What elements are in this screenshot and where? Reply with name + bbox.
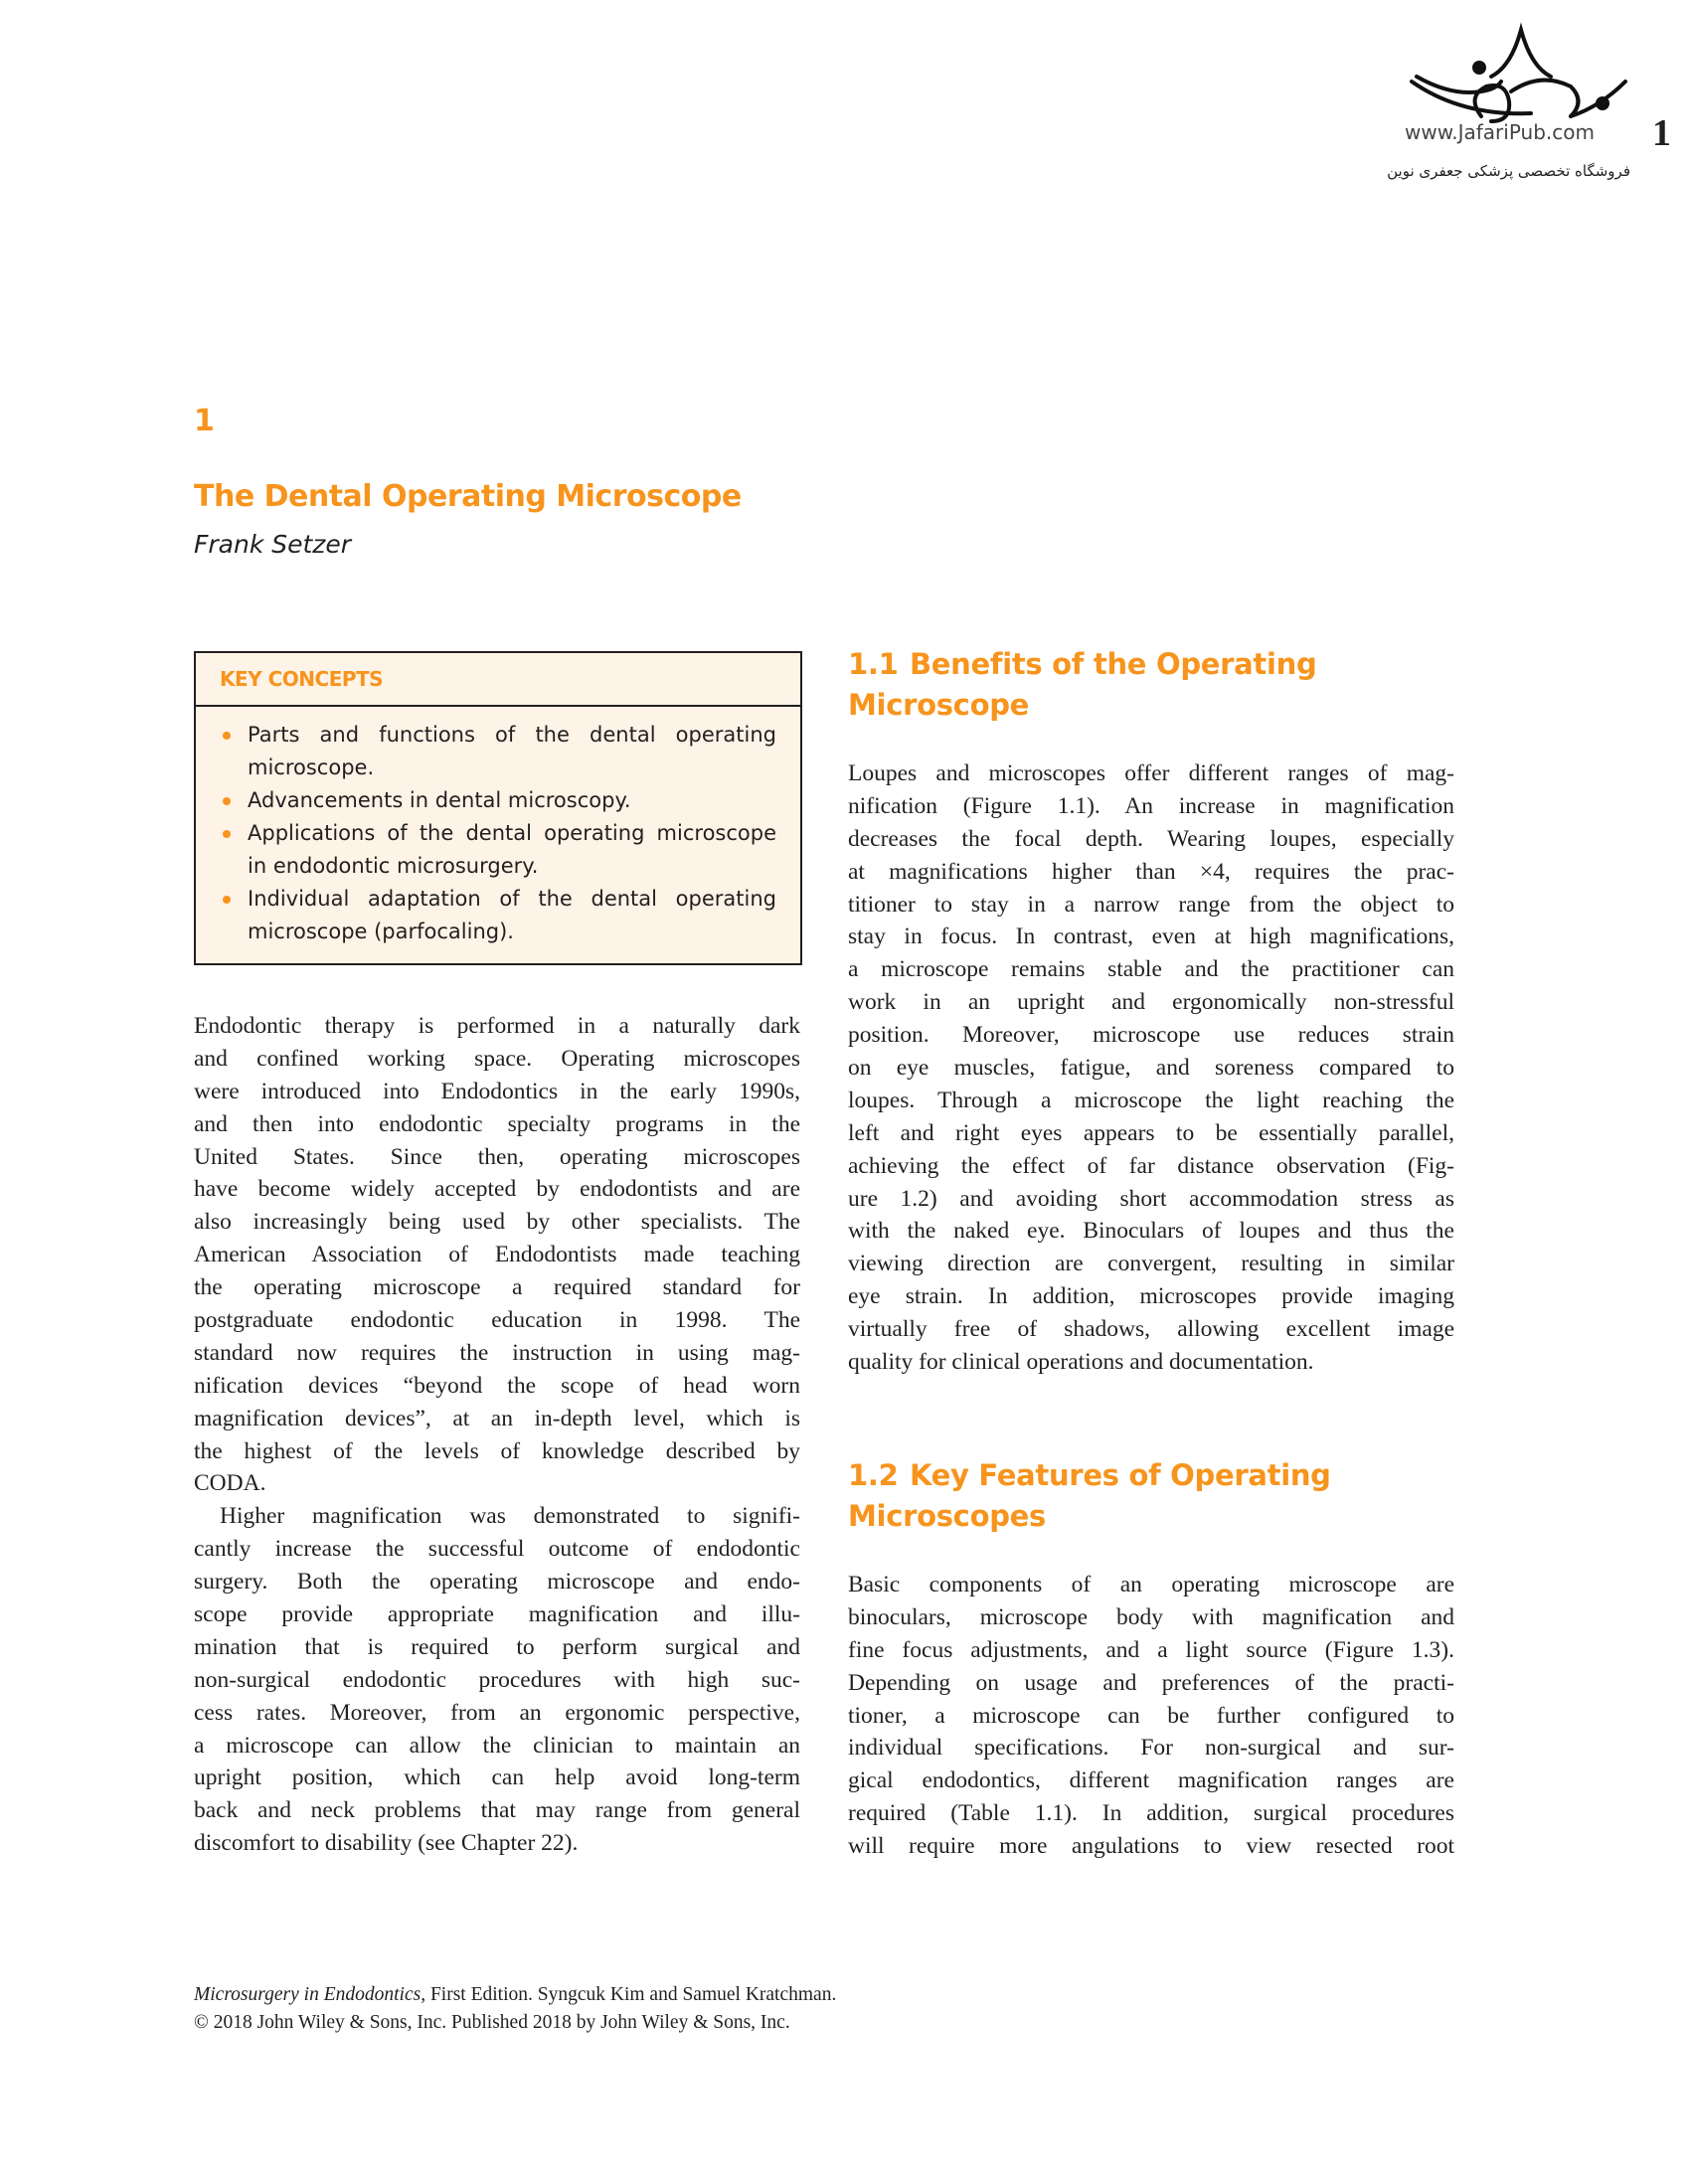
text-line: loupes. Through a microscope the light reaching the [848, 1087, 1454, 1113]
page-number: 1 [1652, 112, 1671, 154]
text-line: binoculars, microscope body with magnification and [848, 1603, 1454, 1630]
text-line: at magnifications higher than ×4, requires the prac- [848, 858, 1454, 885]
text-line: gical endodontics, different magnification ranges are [848, 1767, 1454, 1794]
text-line: and then into endodontic specialty programs in the [194, 1110, 800, 1137]
text-line: magnification devices”, at an in-depth level, which is [194, 1405, 800, 1431]
watermark-persian-text: فروشگاه تخصصی پزشکی جعفری نوین [1387, 162, 1630, 180]
text-line: with the naked eye. Binoculars of loupes and thus the [848, 1218, 1454, 1245]
bullet-icon [223, 732, 231, 740]
text-line: decreases the focal depth. Wearing loupes, especially [848, 825, 1454, 852]
text-line: will require more angulations to view resected root [848, 1833, 1454, 1860]
watermark-url: www.JafariPub.com [1405, 120, 1595, 144]
section-heading-1-1 [848, 644, 1316, 726]
section-title-text: Microscopes [848, 1499, 1046, 1533]
key-concept-line: Applications of the dental operating microscope [248, 821, 776, 845]
text-line: CODA. [194, 1470, 266, 1497]
footer-citation [194, 1981, 836, 2009]
text-line: have become widely accepted by endodontists and are [194, 1176, 800, 1203]
text-line: achieving the effect of far distance observation (Fig- [848, 1152, 1454, 1179]
text-line: quality for clinical operations and documentation. [848, 1349, 1314, 1376]
key-concept-line: in endodontic microsurgery. [248, 854, 539, 878]
text-line: scope provide appropriate magnification and illu- [194, 1601, 800, 1628]
text-line: eye strain. In addition, microscopes provide imaging [848, 1283, 1454, 1310]
text-line: work in an upright and ergonomically non-stressful [848, 989, 1454, 1016]
section-title-line [848, 1496, 1331, 1537]
key-concept-item [220, 817, 776, 883]
chapter-title: The Dental Operating Microscope [194, 479, 742, 514]
section-title-text: Key Features of Operating [910, 1458, 1331, 1492]
text-line: Endodontic therapy is performed in a naturally dark [194, 1013, 800, 1039]
chapter-author: Frank Setzer [194, 530, 352, 559]
section-title-line [848, 1455, 1331, 1496]
text-line: Basic components of an operating microscope are [848, 1572, 1454, 1597]
key-concept-item [220, 883, 776, 948]
key-concept-item [220, 719, 776, 784]
text-line: Higher magnification was demonstrated to signifi- [220, 1503, 800, 1530]
section-1-2-body [848, 1569, 1454, 1863]
section-heading-1-2 [848, 1455, 1331, 1537]
section-title-line [848, 685, 1316, 726]
text-line: on eye muscles, fatigue, and soreness compared to [848, 1055, 1454, 1082]
key-concept-line: microscope. [248, 756, 375, 779]
section-number: 1.2 [848, 1458, 899, 1492]
text-line: cess rates. Moreover, from an ergonomic perspective, [194, 1699, 800, 1726]
text-line: virtually free of shadows, allowing excellent image [848, 1316, 1454, 1343]
text-line: position. Moreover, microscope use reduces strain [848, 1022, 1454, 1049]
text-line: left and right eyes appears to be essentially parallel, [848, 1119, 1454, 1146]
section-1-1-body [848, 757, 1454, 1379]
section-title-text: Benefits of the Operating [910, 647, 1317, 681]
left-column-body [194, 1010, 800, 1860]
text-line: American Association of Endodontists made teaching [194, 1242, 800, 1268]
text-line: mination that is required to perform surgical and [194, 1633, 800, 1660]
text-line: non-surgical endodontic procedures with high suc- [194, 1666, 800, 1693]
text-line: also increasingly being used by other specialists. The [194, 1209, 800, 1236]
text-line: tioner, a microscope can be further configured to [848, 1702, 1454, 1729]
text-line: were introduced into Endodontics in the early 1990s, [194, 1078, 800, 1104]
bullet-icon [223, 797, 231, 805]
text-line: stay in focus. In contrast, even at high magnifications, [848, 924, 1454, 950]
text-line: viewing direction are convergent, resulting in similar [848, 1251, 1454, 1277]
text-line: postgraduate endodontic education in 1998. The [194, 1307, 800, 1334]
key-concepts-list [196, 707, 800, 948]
copyright-footer [194, 1981, 836, 2037]
bullet-icon [223, 896, 231, 904]
text-line: Depending on usage and preferences of the practi- [848, 1669, 1454, 1696]
text-line: required (Table 1.1). In addition, surgical procedures [848, 1800, 1454, 1827]
text-line: cantly increase the successful outcome of endodontic [194, 1536, 800, 1563]
paragraph [194, 1500, 800, 1860]
text-line: the operating microscope a required standard for [194, 1274, 800, 1301]
text-line: a microscope remains stable and the practitioner can [848, 956, 1454, 983]
section-title-text: Microscope [848, 688, 1030, 722]
text-line: and confined working space. Operating microscopes [194, 1045, 800, 1072]
key-concept-line: microscope (parfocaling). [248, 920, 514, 943]
text-line: surgery. Both the operating microscope and endo- [194, 1569, 800, 1596]
text-line: ure 1.2) and avoiding short accommodation stress as [848, 1185, 1454, 1212]
text-line: United States. Since then, operating microscopes [194, 1143, 800, 1170]
text-line: nification devices “beyond the scope of head worn [194, 1372, 800, 1399]
text-line: back and neck problems that may range from general [194, 1797, 800, 1824]
key-concept-line: Advancements in dental microscopy. [248, 788, 631, 812]
paragraph [194, 1010, 800, 1500]
text-line: fine focus adjustments, and a light source (Figure 1.3). [848, 1636, 1454, 1663]
key-concept-line: Parts and functions of the dental operating [248, 723, 776, 747]
section-title-line [848, 644, 1316, 685]
key-concepts-heading: KEY CONCEPTS [196, 653, 800, 707]
key-concept-line: Individual adaptation of the dental operating [248, 887, 776, 911]
text-line: titioner to stay in a narrow range from the object to [848, 891, 1454, 918]
text-line: standard now requires the instruction in using mag- [194, 1339, 800, 1366]
text-line: nification (Figure 1.1). An increase in magnification [848, 792, 1454, 819]
text-line: Loupes and microscopes offer different ranges of mag- [848, 760, 1454, 786]
text-line: individual specifications. For non-surgical and sur- [848, 1735, 1454, 1762]
key-concepts-box [194, 651, 802, 965]
footer-book-title: Microsurgery in Endodontics [194, 1984, 422, 2005]
text-line: upright position, which can help avoid long-term [194, 1764, 800, 1791]
footer-edition-authors: , First Edition. Syngcuk Kim and Samuel Kratchman. [421, 1984, 837, 2005]
text-line: the highest of the levels of knowledge described by [194, 1437, 800, 1464]
text-line: discomfort to disability (see Chapter 22). [194, 1830, 579, 1857]
bullet-icon [223, 830, 231, 838]
footer-copyright: © 2018 John Wiley & Sons, Inc. Published 2018 by John Wiley & Sons, Inc. [194, 2012, 790, 2033]
key-concept-item [220, 784, 776, 817]
section-number: 1.1 [848, 647, 899, 681]
text-line: a microscope can allow the clinician to maintain an [194, 1732, 800, 1759]
chapter-number: 1 [194, 404, 215, 438]
